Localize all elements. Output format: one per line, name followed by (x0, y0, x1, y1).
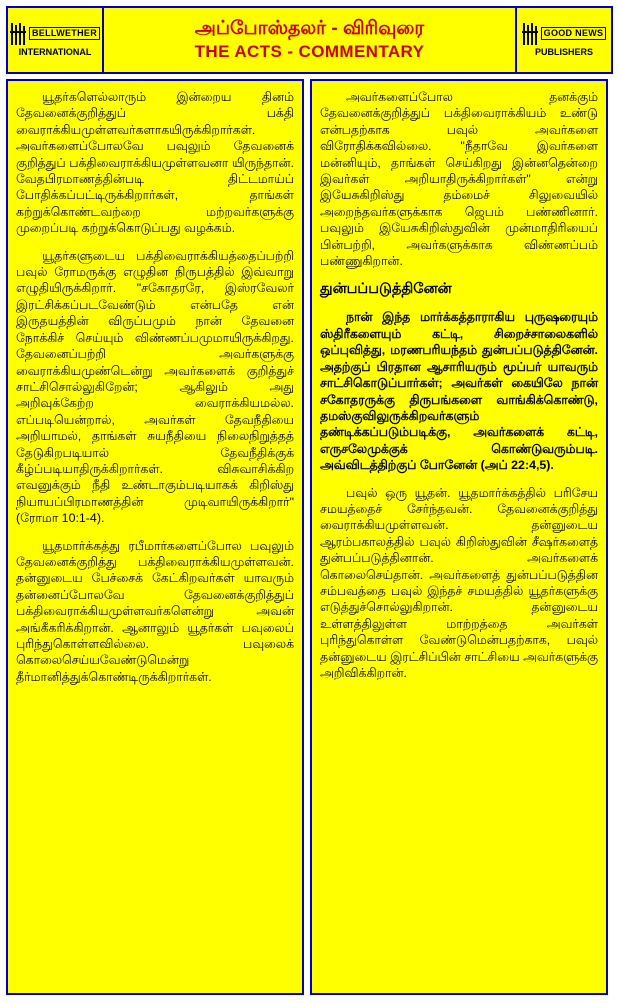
page-title-tamil: அப்போஸ்தலர் - விரிவுரை (194, 18, 425, 39)
page-header (6, 6, 613, 74)
publisher-logo-right (515, 8, 611, 72)
left-text-column (6, 79, 304, 995)
paragraph: யூதமார்க்கத்து ரபீமார்களைப்போல பவுலும் தேவனைக்குறித்து பக்திவைராக்கியமுள்ளவன். தன்னுடைய பேச்சைக் கேட்கிறவர்கள் யாவரும் தன்னைப்போலவே தேவனைக்குறித்துப் பக்திவைராக்கியமுள்ளவர்களென்று அவன் அங்கீகரிக்கிறான். ஆனாலும் யூதர்கள் பவுலைப் புரிந்துகொள்ளவில்லை. பவுலைக் கொலைசெய்யவேண்டுமென்று தீர்மானித்துக்கொண்டிருக்கிறார்கள். (16, 538, 294, 684)
logo-left-line2: INTERNATIONAL (18, 46, 92, 57)
header-title-block (104, 8, 515, 72)
book-logo-icon (522, 23, 538, 45)
paragraph: யூதர்களுடைய பக்திவைராக்கியத்தைப்பற்றி பவுல் ரோமருக்கு எழுதின நிருபத்தில் இவ்வாறு எழுதியிருக்கிறார். "சகோதரரே, இஸ்ரவேலர் இரட்சிக்கப்படவேண்டும் என்பதே என் இருதயத்தின் விருப்பமும் நான் தேவனை நோக்கிச் செய்யும் விண்ணப்பமுமாயிருக்கிறது. தேவனைப்பற்றி அவர்களுக்கு வைராக்கியமுண்டென்று அவர்களைக் குறித்துச் சாட்சிசொல்லுகிறேன்; ஆகிலும் அது அறிவுக்கேற்ற வைராக்கியமல்ல. எப்படியென்றால், அவர்கள் தேவநீதியை அறியாமல், தாங்கள் சுயநீதியை நிலைநிறுத்தத் தேடுகிறபடியால் தேவநீதிக்குக் கீழ்ப்படியாதிருக்கிறார்கள். விசுவாசிக்கிற எவனுக்கும் நீதி உண்டாகும்படியாகக் கிறிஸ்து நியாயப்பிரமாணத்தின் முடிவாயிருக்கிறார்" (ரோமா 10:1-4). (16, 248, 294, 526)
logo-right-line1: GOOD NEWS (541, 27, 607, 40)
scripture-quote-paragraph: நான் இந்த மார்க்கத்தாராகிய புருஷரையும் ஸ்திரீகளையும் கட்டி, சிறைச்சாலைகளில் ஒப்புவித்து, மரணபரியந்தம் துன்பப்படுத்தினேன். அதற்குப் பிரதான ஆசாரியரும் மூப்பர் யாவரும் சாட்சிகொடுப்பார்கள்; அவர்கள் கையிலே நான் சகோதரருக்கு திருபங்களை வாங்கிக்கொண்டு, தமஸ்குவிலுருக்கிறவர்களும் தண்டிக்கப்படும்படிக்கு, அவர்களைக் கட்டி, எருசலேமுக்குக் கொண்டுவரும்படி. அவ்விடத்திற்குப் போனேன் (அப் 22:4,5). (320, 310, 598, 473)
publisher-logo-left (8, 8, 104, 72)
right-text-column (310, 79, 608, 995)
logo-right-line2: PUBLISHERS (534, 46, 593, 57)
book-logo-icon (10, 23, 26, 45)
paragraph: யூதர்களெல்லாரும் இன்றைய தினம் தேவனைக்குறித்துப் பக்தி வைராக்கியமுள்ளவர்களாகயிருக்கிறார்கள். அவர்களைப்போலவே பவுலும் தேவனைக் குறித்துப் பக்திவைராக்கியமுள்ளவனா யிருந்தான். வேதபிரமாணத்தின்படி திட்டமாய்ப் போதிக்கப்பட்டிருக்கிறார்கள், தாங்கள் கற்றுக்கொண்டவற்றை மற்றவர்களுக்கு முறைப்படி கற்றுக்கொடுப்பது வழக்கம். (16, 90, 294, 236)
paragraph: பவுல் ஒரு யூதன். யூதமார்க்கத்தில் பரிசேய சமயத்தைச் சேர்ந்தவன். தேவனைக்குறித்து வைராக்கியமுள்ளவன். தன்னுடைய ஆரம்பகாலத்தில் பவுல் கிறிஸ்துவின் சீஷர்களைத் துன்பப்படுத்தினான். அவர்களைக் கொலைசெய்தான். அவர்களைத் துன்பப்படுத்தின சம்பவத்தை பவுல் இந்தச் சமயத்தில் யூதர்களுக்கு எடுத்துச்சொல்லுகிறான். தன்னுடைய உள்ளத்திலுள்ள மாற்றத்தை அவர்கள் புரிந்துகொள்ள வேண்டுமென்பதற்காக, பவுல் தன்னுடைய இரட்சிப்பின் சாட்சியை அவர்களுக்கு அறிவிக்கிறான். (320, 485, 598, 680)
body-columns (6, 79, 613, 995)
logo-right-row (519, 23, 609, 45)
section-heading: துன்பப்படுத்தினேன் (320, 281, 452, 298)
logo-left-line1: BELLWETHER (29, 27, 100, 40)
paragraph: அவர்களைப்போல தனக்கும் தேவனைக்குறித்துப் பக்திவைராக்கியம் உண்டு என்பதற்காக பவுல் அவர்களை விரோதிக்கவில்லை. "நீதாவே இவர்களை மன்னியும், தாங்கள் செய்கிறது இன்னதென்றை இவர்கள் அறியாதிருக்கிறார்கள்" என்று இயேசுகிறிஸ்து தம்மைச் சிலுவையில் அறைந்தவர்களுக்காக ஜெபம் பண்ணினார். பவுலும் இயேசுகிறிஸ்துவின் முன்மாதிரியைப் பின்பற்றி, அவர்களுக்காக விண்ணப்பம் பண்ணுகிறான். (320, 90, 598, 269)
page-title-english: THE ACTS - COMMENTARY (194, 42, 425, 61)
logo-left-row (10, 23, 100, 45)
